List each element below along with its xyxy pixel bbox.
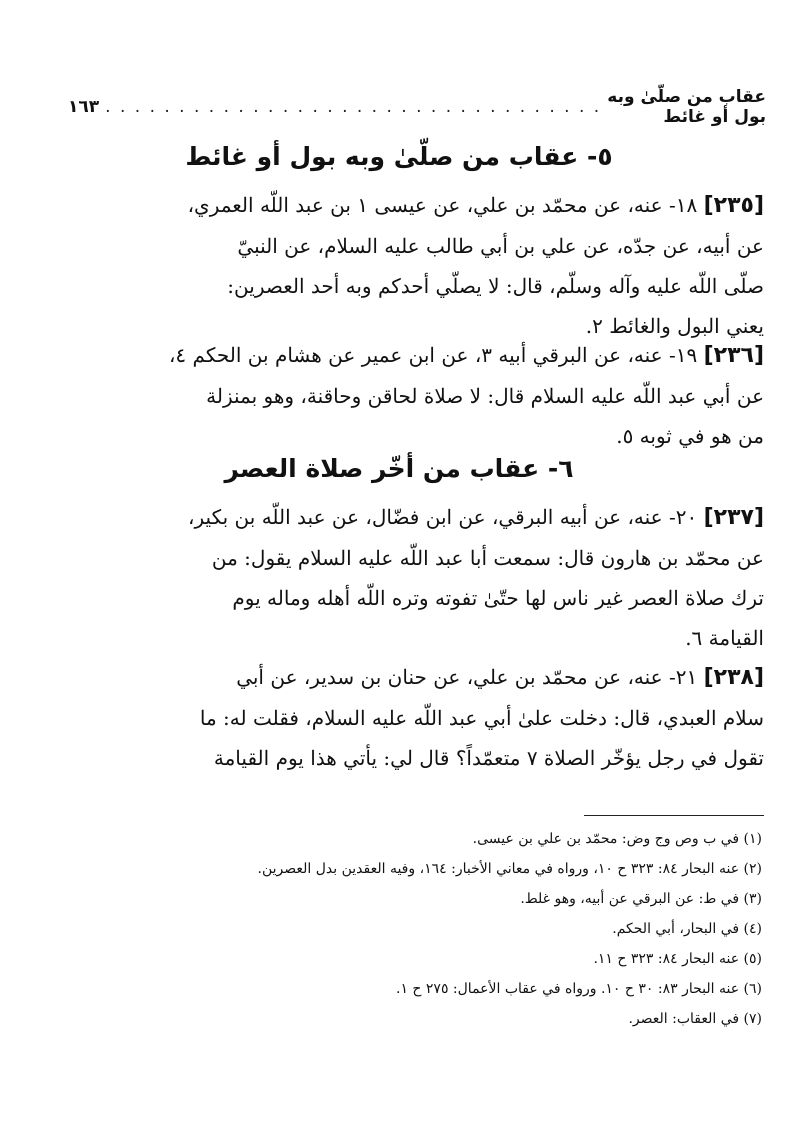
running-header: [68, 87, 766, 127]
entry-236: [36, 335, 764, 456]
footnote-5: (٥) عنه البحار ٨٤: ٣٢٣ ح ١١.: [593, 951, 762, 967]
footnotes: [60, 824, 762, 1034]
entry-text: القيامة ٦.: [685, 626, 764, 650]
entry-number: [٢٣٥]: [703, 193, 764, 218]
entry-text: ٢١- عنه، عن محمّد بن علي، عن حنان بن سدير، عن أبي: [236, 665, 698, 689]
entry-238: [36, 657, 764, 778]
entry-number: [٢٣٧]: [703, 505, 764, 530]
entry-text: ١٨- عنه، عن محمّد بن علي، عن عيسى ١ بن عبد اللّه العمري،: [187, 193, 698, 217]
entry-number: [٢٣٦]: [703, 343, 764, 368]
entry-237-line-1: [36, 497, 764, 538]
entry-text: ١٩- عنه، عن البرقي أبيه ٣، عن ابن عمير عن هشام بن الحكم ٤،: [168, 343, 698, 367]
entry-237: [36, 497, 764, 658]
entry-235-line-1: [36, 185, 764, 226]
entry-text: ٢٠- عنه، عن أبيه البرقي، عن ابن فضّال، عن عبد اللّه بن بكير،: [188, 505, 698, 529]
entry-text: عن أبيه، عن جدّه، عن علي بن أبي طالب عليه السلام، عن النبيّ: [237, 234, 764, 258]
footnote-4: (٤) في البحار، أبي الحكم.: [612, 921, 762, 937]
footnote-6: (٦) عنه البحار ٨٣: ٣٠ ح ١٠. ورواه في عقاب الأعمال: ٢٧٥ ح ١.: [395, 981, 762, 997]
entry-text: تقول في رجل يؤخّر الصلاة ٧ متعمّداً؟ قال لي: يأتي هذا يوم القيامة: [213, 746, 764, 770]
entry-text: عن أبي عبد اللّه عليه السلام قال: لا صلاة لحاقن وحاقنة، وهو بمنزلة: [206, 384, 764, 408]
entry-text: سلام العبدي، قال: دخلت علىٰ أبي عبد اللّه عليه السلام، فقلت له: ما: [199, 706, 764, 730]
footnote-3: (٣) في ط: عن البرقي عن أبيه، وهو غلط.: [520, 891, 762, 907]
header-title: عقاب من صلّىٰ وبه بول أو غائط: [607, 87, 766, 127]
header-leader-dots: . . . . . . . . . . . . . . . . . . . . . . . . . . . . . . . . . .: [105, 97, 602, 117]
footnote-2: (٢) عنه البحار ٨٤: ٣٢٣ ح ١٠، ورواه في معاني الأخبار: ١٦٤، وفيه العقدين بدل العصرين.: [257, 861, 762, 877]
entry-text: صلّى اللّه عليه وآله وسلّم، قال: لا يصلّي أحدكم وبه أحد العصرين:: [227, 274, 764, 298]
entry-text: من هو في ثوبه ٥.: [616, 424, 764, 448]
entry-text: يعني البول والغائط ٢.: [585, 314, 764, 338]
entry-236-line-1: [36, 335, 764, 376]
entry-text: عن محمّد بن هارون قال: سمعت أبا عبد اللّه عليه السلام يقول: من: [211, 546, 764, 570]
entry-235: [36, 185, 764, 346]
footnote-separator: [584, 815, 764, 816]
section-heading-5: ٥- عقاب من صلّىٰ وبه بول أو غائط: [185, 142, 613, 171]
section-heading-6: ٦- عقاب من أخّر صلاة العصر: [224, 454, 574, 483]
entry-text: ترك صلاة العصر غير ناس لها حتّىٰ تفوته وتره اللّه أهله وماله يوم: [232, 586, 764, 610]
page-number: ١٦٣: [68, 97, 100, 117]
entry-238-line-1: [36, 657, 764, 698]
footnote-1: (١) في ب وص وج وض: محمّد بن علي بن عيسى.: [472, 831, 762, 847]
entry-number: [٢٣٨]: [703, 665, 764, 690]
footnote-7: (٧) في العقاب: العصر.: [628, 1011, 762, 1027]
